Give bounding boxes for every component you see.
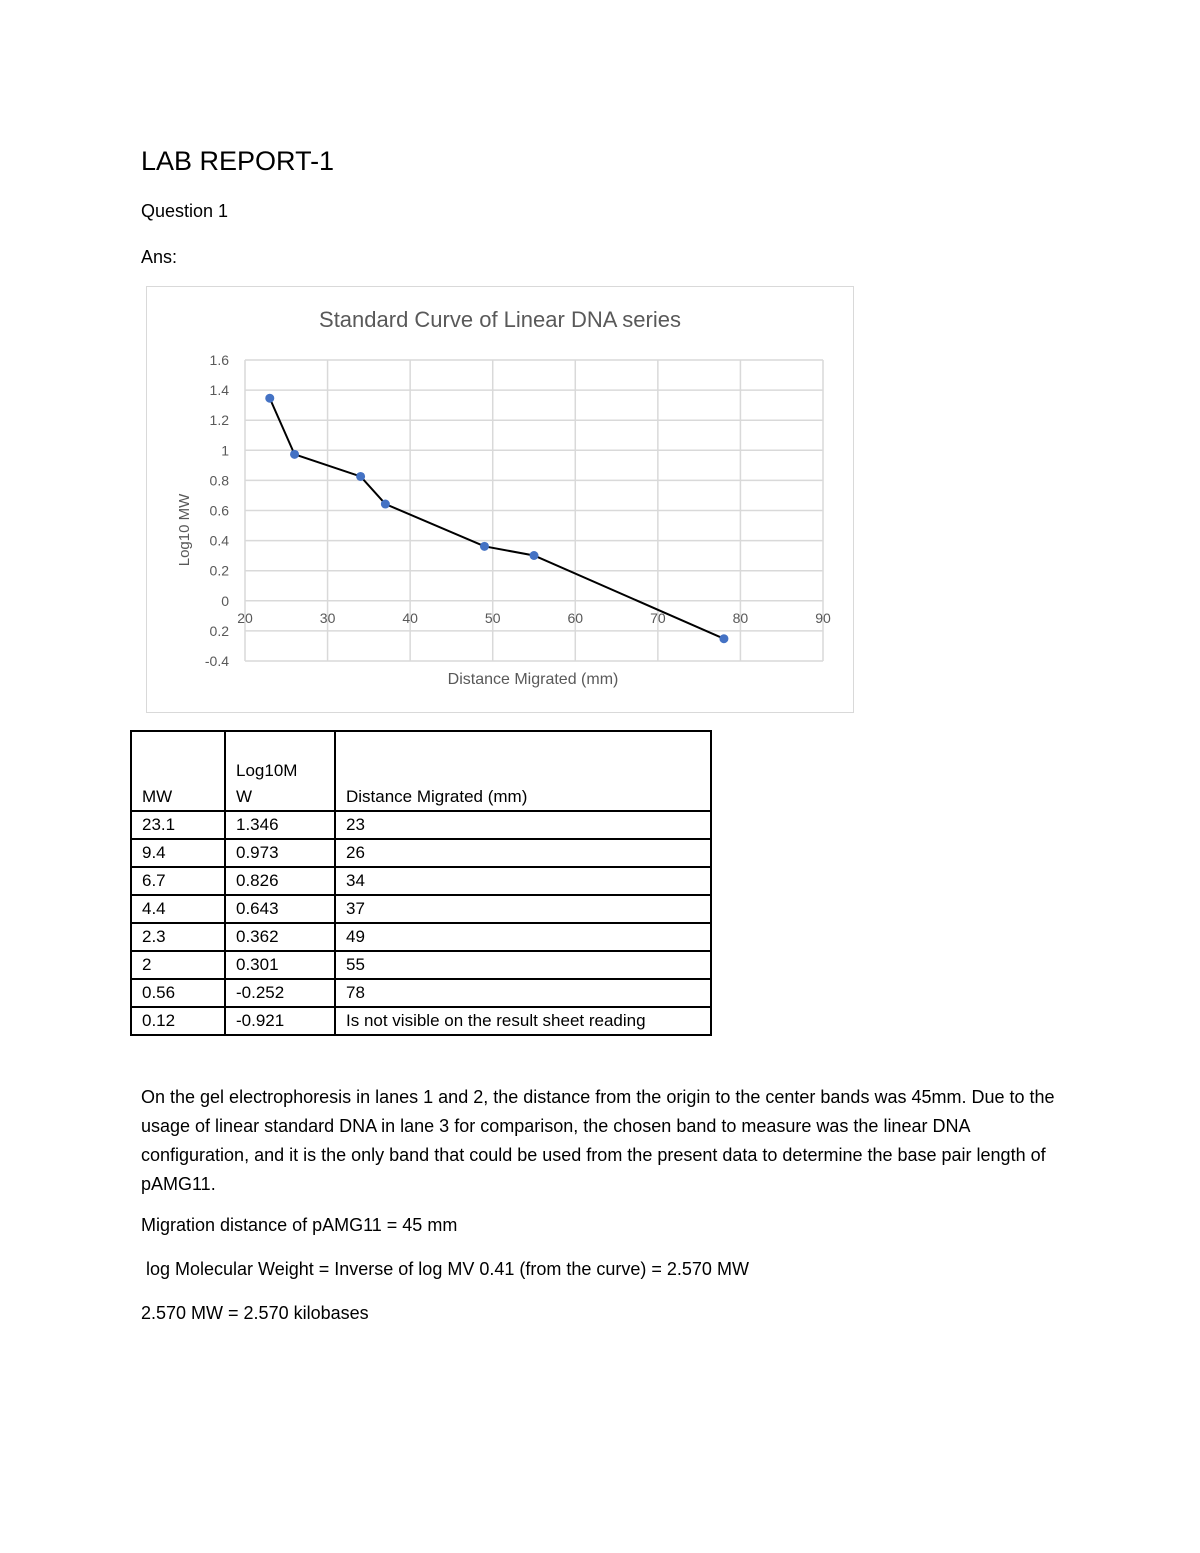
table-row bbox=[131, 1007, 711, 1035]
cell-mw: 2 bbox=[131, 951, 225, 979]
chart-frame bbox=[146, 286, 854, 713]
cell-distance: 78 bbox=[335, 979, 711, 1007]
y-tick-label: 0.2 bbox=[209, 622, 229, 639]
cell-distance: 37 bbox=[335, 895, 711, 923]
cell-mw: 0.56 bbox=[131, 979, 225, 1007]
cell-distance: 23 bbox=[335, 811, 711, 839]
x-tick-label: 80 bbox=[732, 609, 749, 626]
x-tick-label: 40 bbox=[402, 609, 418, 626]
x-tick-label: 30 bbox=[319, 609, 336, 626]
chart-title: Standard Curve of Linear DNA series bbox=[319, 307, 681, 332]
cell-mw: 9.4 bbox=[131, 839, 225, 867]
data-point bbox=[480, 542, 489, 551]
data-point bbox=[381, 500, 390, 509]
header-mw: MW bbox=[131, 731, 225, 811]
cell-log10mw: -0.252 bbox=[225, 979, 335, 1007]
data-point bbox=[356, 472, 365, 481]
document-title: LAB REPORT-1 bbox=[141, 146, 335, 176]
table-row bbox=[131, 811, 711, 839]
table-header-row bbox=[131, 731, 711, 811]
table-row bbox=[131, 979, 711, 1007]
y-tick-label: 0.2 bbox=[209, 562, 229, 579]
y-tick-label: 0.8 bbox=[209, 472, 229, 489]
data-point bbox=[719, 634, 728, 643]
cell-distance: 49 bbox=[335, 923, 711, 951]
cell-log10mw: 1.346 bbox=[225, 811, 335, 839]
question-label: Question 1 bbox=[141, 201, 229, 221]
table-row bbox=[131, 895, 711, 923]
y-tick-label: 0.6 bbox=[209, 502, 229, 519]
table-row bbox=[131, 951, 711, 979]
data-point bbox=[265, 394, 274, 403]
data-table bbox=[130, 730, 712, 1036]
x-axis-label: Distance Migrated (mm) bbox=[447, 671, 619, 688]
cell-mw: 6.7 bbox=[131, 867, 225, 895]
y-tick-label: 0.4 bbox=[209, 532, 229, 549]
x-tick-label: 90 bbox=[815, 609, 831, 626]
kilobases-line: 2.570 MW = 2.570 kilobases bbox=[141, 1303, 369, 1323]
x-tick-label: 50 bbox=[484, 609, 501, 626]
cell-log10mw: 0.362 bbox=[225, 923, 335, 951]
y-tick-label: 1 bbox=[221, 442, 229, 459]
y-tick-label: 0 bbox=[221, 592, 229, 609]
table-row bbox=[131, 867, 711, 895]
cell-distance: 34 bbox=[335, 867, 711, 895]
y-tick-label: 1.4 bbox=[209, 382, 229, 399]
x-tick-label: 60 bbox=[567, 609, 584, 626]
y-axis-label: Log10 MW bbox=[176, 493, 193, 567]
cell-mw: 0.12 bbox=[131, 1007, 225, 1035]
series-line bbox=[270, 398, 724, 638]
migration-distance-line: Migration distance of pAMG11 = 45 mm bbox=[141, 1215, 458, 1235]
standard-curve-chart bbox=[147, 287, 853, 712]
table-row bbox=[131, 839, 711, 867]
data-point bbox=[290, 450, 299, 459]
y-tick-label: -0.4 bbox=[204, 653, 229, 669]
cell-distance: Is not visible on the result sheet reading bbox=[335, 1007, 711, 1035]
cell-log10mw: -0.921 bbox=[225, 1007, 335, 1035]
cell-mw: 4.4 bbox=[131, 895, 225, 923]
cell-distance: 26 bbox=[335, 839, 711, 867]
cell-distance: 55 bbox=[335, 951, 711, 979]
cell-log10mw: 0.826 bbox=[225, 867, 335, 895]
data-point bbox=[530, 551, 539, 560]
cell-log10mw: 0.301 bbox=[225, 951, 335, 979]
x-tick-label: 70 bbox=[650, 609, 666, 626]
header-distance: Distance Migrated (mm) bbox=[335, 731, 711, 811]
cell-mw: 2.3 bbox=[131, 923, 225, 951]
y-tick-label: 1.2 bbox=[209, 412, 229, 429]
answer-label: Ans: bbox=[141, 247, 178, 267]
y-tick-label: 1.6 bbox=[209, 352, 229, 368]
explanation-paragraph: On the gel electrophoresis in lanes 1 and 2, the distance from the origin to the center bands was 45mm. Due to the usage of linear standard DNA in lane 3 for comparison, the chosen band to measure was the linear DNA configuration, and it is the only band that could be used from the present data to determine the base pair length of pAMG11. bbox=[141, 1087, 1055, 1194]
header-log10mw: Log10M W bbox=[225, 731, 335, 811]
cell-mw: 23.1 bbox=[131, 811, 225, 839]
log-molecular-weight-line: log Molecular Weight = Inverse of log MV 0.41 (from the curve) = 2.570 MW bbox=[141, 1259, 749, 1279]
x-tick-label: 20 bbox=[237, 609, 253, 626]
cell-log10mw: 0.973 bbox=[225, 839, 335, 867]
table-row bbox=[131, 923, 711, 951]
cell-log10mw: 0.643 bbox=[225, 895, 335, 923]
